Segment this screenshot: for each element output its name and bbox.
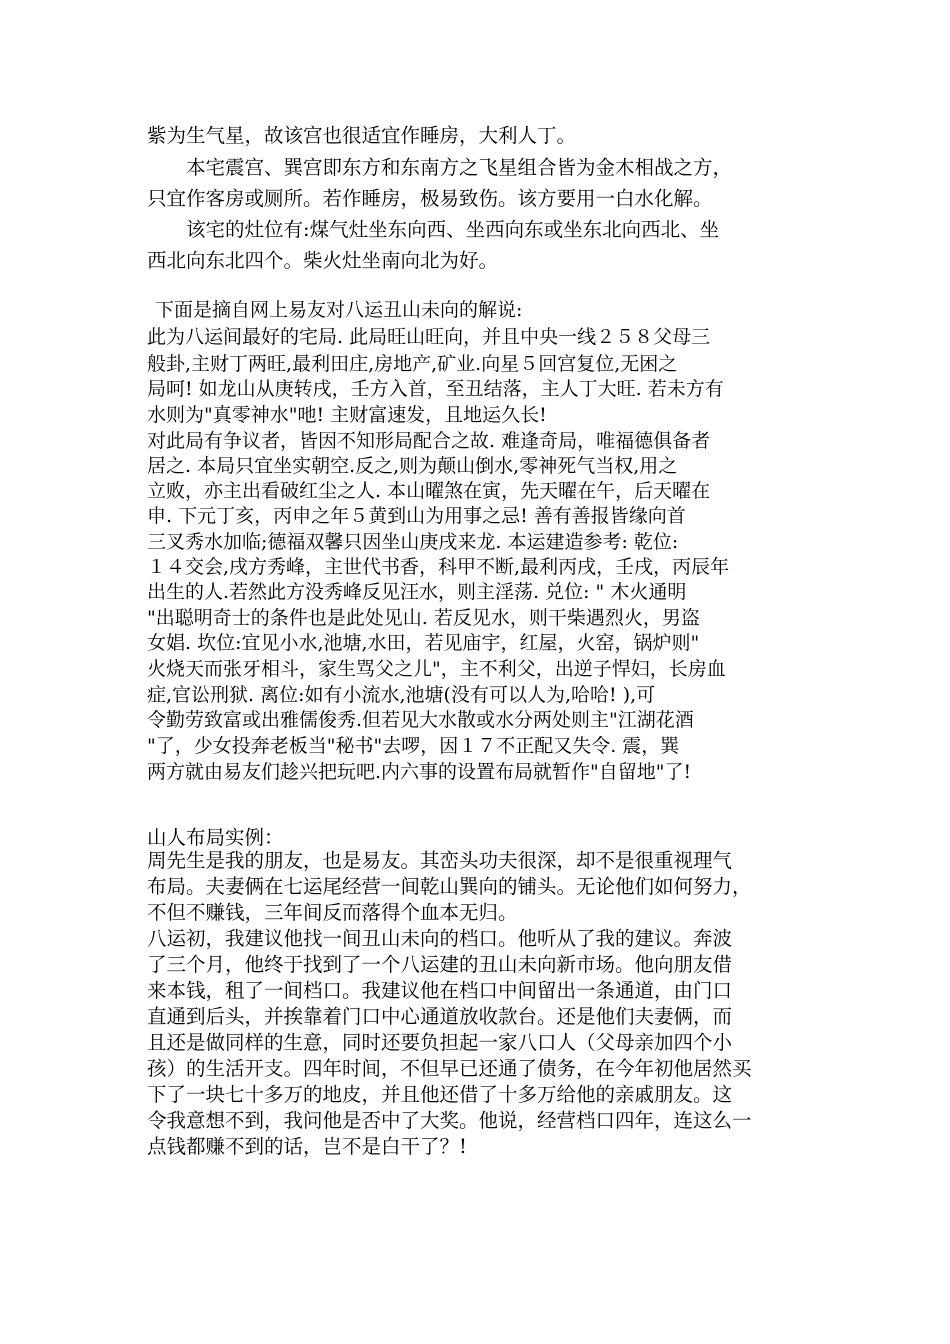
paragraph-line: "了，少女投奔老板当"秘书"去啰，因１７不正配又失令. 震，巽 xyxy=(147,735,680,757)
paragraph-line: 三叉秀水加临;德福双馨只因坐山庚戌来龙. 本运建造参考: 乾位: xyxy=(147,531,679,553)
paragraph-line: "出聪明奇士的条件也是此处见山. 若反见水，则干柴遇烈火，男盗 xyxy=(147,607,700,629)
paragraph-line: 周先生是我的朋友，也是易友。其峦头功夫很深，却不是很重视理气 xyxy=(147,849,733,872)
paragraph-line: 孩）的生活开支。四年时间，不但早已还通了债务，在今年初他居然买 xyxy=(147,1057,752,1080)
paragraph-line: 申. 下元丁亥，丙申之年５黄到山为用事之忌! 善有善报皆缘向首 xyxy=(147,505,686,527)
paragraph-line: 女娼. 坎位:宜见小水,池塘,水田，若见庙宇，红屋，火窑，锅炉则" xyxy=(147,632,700,654)
paragraph-line: 居之. 本局只宜坐实朝空.反之,则为颠山倒水,零神死气当权,用之 xyxy=(147,455,678,477)
paragraph-line: 且还是做同样的生意，同时还要负担起一家八口人（父母亲加四个小 xyxy=(147,1031,733,1054)
paragraph-line: 来本钱，租了一间档口。我建议他在档口中间留出一条通道，由门口 xyxy=(147,979,733,1002)
paragraph-line: 点钱都赚不到的话，岂不是白干了？! xyxy=(147,1135,467,1158)
paragraph-line: 般卦,主财丁两旺,最利田庄,房地产,矿业.向星５回宫复位,无困之 xyxy=(147,353,678,375)
paragraph-line: 此为八运间最好的宅局. 此局旺山旺向，并且中央一线２５８父母三 xyxy=(147,326,711,348)
paragraph-line: 下了一块七十多万的地皮，并且他还借了十多万给他的亲戚朋友。这 xyxy=(147,1083,733,1106)
paragraph-line: 水则为"真零神水"吔! 主财富速发，且地运久长! xyxy=(147,404,547,426)
paragraph-line: 出生的人.若然此方没秀峰反见汪水，则主淫荡. 兑位: " 木火通明 xyxy=(147,581,687,603)
section-heading: 下面是摘自网上易友对八运丑山未向的解说: xyxy=(155,299,523,321)
paragraph-line: 了三个月，他终于找到了一个八运建的丑山未向新市场。他向朋友借 xyxy=(147,953,733,976)
paragraph-line: 局呵! 如龙山从庚转戌，壬方入首，至丑结落，主人丁大旺. 若未方有 xyxy=(147,378,724,400)
paragraph-line: 令我意想不到，我问他是否中了大奖。他说，经营档口四年，连这么一 xyxy=(147,1109,752,1132)
paragraph-line: 直通到后头，并挨靠着门口中心通道放收款台。还是他们夫妻俩，而 xyxy=(147,1005,733,1028)
paragraph-line: 紫为生气星，故该宫也很适宜作睡房，大利人丁。 xyxy=(147,124,577,147)
paragraph-line: 八运初，我建议他找一间丑山未向的档口。他听从了我的建议。奔波 xyxy=(147,927,733,950)
paragraph-line: 立败，亦主出看破红尘之人. 本山曜煞在寅，先天曜在午，后天曜在 xyxy=(147,480,711,502)
paragraph-line: 只宜作客房或厕所。若作睡房，极易致伤。该方要用一白水化解。 xyxy=(147,187,713,210)
paragraph-line: 西北向东北四个。柴火灶坐南向北为好。 xyxy=(147,249,499,272)
paragraph-line: 火烧天而张牙相斗，家生骂父之儿"，主不利父，出逆子悍妇，长房血 xyxy=(147,658,726,680)
paragraph-line: 症,官讼刑狱. 离位:如有小流水,池塘(没有可以人为,哈哈! ),可 xyxy=(147,684,656,706)
paragraph-line: 本宅震宫、巽宫即东方和东南方之飞星组合皆为金木相战之方， xyxy=(186,156,733,179)
paragraph-line: 令勤劳致富或出雅儒俊秀.但若见大水散或水分两处则主"江湖花酒 xyxy=(147,709,694,731)
paragraph-line: 对此局有争议者，皆因不知形局配合之故. 难逢奇局，唯福德俱备者 xyxy=(147,430,711,452)
paragraph-line: １４交会,戌方秀峰，主世代书香，科甲不断,最利丙戌，壬戌，丙辰年 xyxy=(147,556,730,578)
section-heading: 山人布局实例： xyxy=(147,826,284,849)
paragraph-line: 两方就由易友们趁兴把玩吧.内六事的设置布局就暂作"自留地"了! xyxy=(147,761,692,783)
paragraph-line: 布局。夫妻俩在七运尾经营一间乾山巽向的铺头。无论他们如何努力， xyxy=(147,875,752,898)
paragraph-line: 不但不赚钱，三年间反而落得个血本无归。 xyxy=(147,901,518,924)
paragraph-line: 该宅的灶位有:煤气灶坐东向西、坐西向东或坐东北向西北、坐 xyxy=(186,218,720,241)
